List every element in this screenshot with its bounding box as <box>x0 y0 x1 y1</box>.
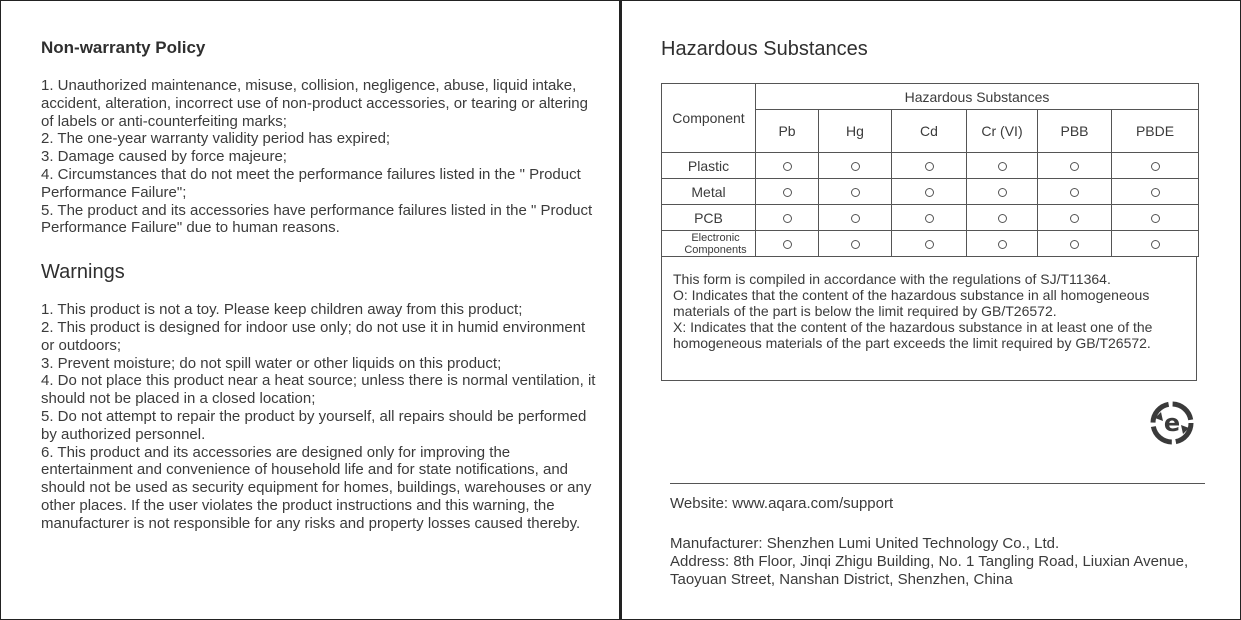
list-item: 1. This product is not a toy. Please keep children away from this product; <box>41 301 523 319</box>
circle-mark-icon <box>851 240 860 249</box>
mark-cell <box>819 231 892 257</box>
mark-cell <box>756 153 819 179</box>
circle-mark-icon <box>1070 240 1079 249</box>
note-line: This form is compiled in accordance with the regulations of SJ/T11364. <box>673 271 1111 287</box>
mark-cell <box>1038 205 1112 231</box>
page-divider <box>619 0 622 620</box>
substance-header: PBDE <box>1112 110 1199 153</box>
logo-letter: e <box>1163 409 1181 437</box>
list-item: 6. This product and its accessories are designed only for improving the entertainment and convenience of household life and for state notifications, and should not be used as security equipment for homes, buildings, warehouses or any other places. If the user violates the product instructions and this warning, the manufacturer is not responsible for any risks and property losses caused thereby. <box>41 443 592 532</box>
mark-cell <box>1112 153 1199 179</box>
mark-cell <box>1038 153 1112 179</box>
mark-cell <box>892 153 967 179</box>
circle-mark-icon <box>925 240 934 249</box>
mark-cell <box>819 205 892 231</box>
component-header: Component <box>662 84 756 153</box>
list-item: 4. Do not place this product near a heat source; unless there is normal ventilation, it should not be placed in a closed location; <box>41 372 596 408</box>
mark-cell <box>892 231 967 257</box>
circle-mark-icon <box>925 214 934 223</box>
circle-mark-icon <box>998 162 1007 171</box>
circle-mark-icon <box>1151 188 1160 197</box>
mark-cell <box>756 205 819 231</box>
circle-mark-icon <box>851 162 860 171</box>
circle-mark-icon <box>783 162 792 171</box>
list-item: 5. The product and its accessories have performance failures listed in the " Product Performance Failure" due to human reasons. <box>41 201 593 237</box>
non-warranty-list <box>41 77 601 237</box>
substance-header: Hg <box>819 110 892 153</box>
substance-header: Cr (VI) <box>967 110 1038 153</box>
hazardous-notes <box>661 257 1197 381</box>
circle-mark-icon <box>783 188 792 197</box>
component-cell: Electronic Components <box>662 231 756 257</box>
mark-cell <box>967 153 1038 179</box>
manufacturer-text: Manufacturer: Shenzhen Lumi United Technology Co., Ltd. <box>670 535 1060 552</box>
circle-mark-icon <box>783 214 792 223</box>
mark-cell <box>1112 179 1199 205</box>
non-warranty-title: Non-warranty Policy <box>41 38 206 57</box>
note-line: O: Indicates that the content of the hazardous substance in all homogeneous materials of the part is below the limit required by GB/T26572. <box>673 287 1150 319</box>
eco-environmental-protection-icon <box>1147 398 1197 448</box>
footer-divider <box>670 483 1205 484</box>
circle-mark-icon <box>998 188 1007 197</box>
mark-cell <box>756 179 819 205</box>
mark-cell <box>1112 231 1199 257</box>
circle-mark-icon <box>998 240 1007 249</box>
list-item: 5. Do not attempt to repair the product by yourself, all repairs should be performed by authorized personnel. <box>41 407 587 443</box>
circle-mark-icon <box>851 188 860 197</box>
list-item: 3. Prevent moisture; do not spill water or other liquids on this product; <box>41 354 502 372</box>
substance-header: PBB <box>1038 110 1112 153</box>
circle-mark-icon <box>925 188 934 197</box>
circle-mark-icon <box>783 240 792 249</box>
list-item: 2. The one-year warranty validity period has expired; <box>41 130 391 148</box>
warnings-list <box>41 301 601 532</box>
table-row <box>662 153 1199 179</box>
circle-mark-icon <box>851 214 860 223</box>
table-row <box>662 205 1199 231</box>
mark-cell <box>967 179 1038 205</box>
circle-mark-icon <box>925 162 934 171</box>
right-panel <box>661 38 1206 381</box>
substance-header: Pb <box>756 110 819 153</box>
list-item: 2. This product is designed for indoor use only; do not use it in humid environment or outdoors; <box>41 318 586 354</box>
mark-cell <box>1112 205 1199 231</box>
footer <box>670 495 1210 589</box>
mark-cell <box>819 153 892 179</box>
circle-mark-icon <box>998 214 1007 223</box>
mark-cell <box>892 179 967 205</box>
circle-mark-icon <box>1070 214 1079 223</box>
component-cell: Plastic <box>662 153 756 179</box>
mark-cell <box>1038 231 1112 257</box>
mark-cell <box>1038 179 1112 205</box>
substance-header: Cd <box>892 110 967 153</box>
mark-cell <box>967 231 1038 257</box>
warnings-title: Warnings <box>41 261 125 284</box>
component-cell: Metal <box>662 179 756 205</box>
circle-mark-icon <box>1151 214 1160 223</box>
list-item: 3. Damage caused by force majeure; <box>41 148 287 166</box>
table-row <box>662 231 1199 257</box>
list-item: 1. Unauthorized maintenance, misuse, collision, negligence, abuse, liquid intake, accident, alteration, incorrect use of non-product accessories, or tearing or altering of labels or anti-counterfeiting marks; <box>41 77 588 130</box>
address-text: Address: 8th Floor, Jinqi Zhigu Building, No. 1 Tangling Road, Liuxian Avenue, Taoyuan Street, Nanshan District, Shenzhen, China <box>670 553 1189 588</box>
mark-cell <box>756 231 819 257</box>
website-text: Website: www.aqara.com/support <box>670 495 894 512</box>
circle-mark-icon <box>1151 240 1160 249</box>
component-cell: PCB <box>662 205 756 231</box>
circle-mark-icon <box>1151 162 1160 171</box>
hazardous-table <box>661 83 1199 257</box>
hazardous-title: Hazardous Substances <box>661 38 868 60</box>
list-item: 4. Circumstances that do not meet the performance failures listed in the " Product Performance Failure"; <box>41 165 581 201</box>
mark-cell <box>819 179 892 205</box>
circle-mark-icon <box>1070 162 1079 171</box>
left-panel <box>41 38 601 533</box>
table-row <box>662 179 1199 205</box>
mark-cell <box>892 205 967 231</box>
substances-group-header: Hazardous Substances <box>756 84 1199 110</box>
mark-cell <box>967 205 1038 231</box>
note-line: X: Indicates that the content of the hazardous substance in at least one of the homogeneous materials of the part exceeds the limit required by GB/T26572. <box>673 319 1153 351</box>
circle-mark-icon <box>1070 188 1079 197</box>
